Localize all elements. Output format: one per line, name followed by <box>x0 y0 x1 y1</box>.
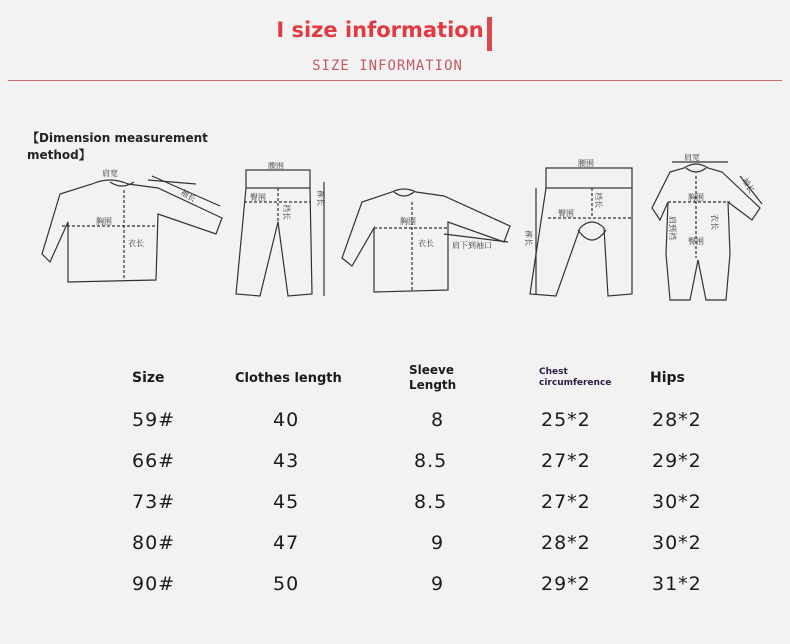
measurement-method-label: 【Dimension measurement method】 <box>27 131 208 162</box>
diagram-label: 衣长 <box>128 239 144 248</box>
long-sleeve-top-diagram <box>40 162 230 292</box>
diagram-label: 胸围 <box>688 193 704 202</box>
hips-cell: 31*2 <box>652 572 702 595</box>
diagram-label: 裆长 <box>282 204 291 220</box>
diagram-label: 肩宽 <box>684 154 700 162</box>
header-sleeve-length <box>409 356 539 400</box>
hips-cell: 29*2 <box>652 450 702 473</box>
page-title: I size information <box>276 18 484 42</box>
diagram-label: 裤长 <box>524 230 533 246</box>
raglan-top-diagram <box>340 182 520 302</box>
diagram-label: 肩到裆 <box>668 216 677 240</box>
diagram-label: 腰围 <box>268 162 284 170</box>
page-subtitle: SIZE INFORMATION <box>312 58 463 74</box>
pants-diagram <box>232 162 332 302</box>
clothes-length-cell: 43 <box>273 450 300 473</box>
table-row <box>122 441 752 482</box>
diagram-label: 胸围 <box>96 217 112 226</box>
size-cell: 66# <box>132 450 176 473</box>
header-sleeve-length-text: Sleeve Length <box>409 363 457 392</box>
header-hips: Hips <box>650 370 685 386</box>
chest-cell: 25*2 <box>541 409 591 432</box>
sleeve-length-cell: 9 <box>431 572 445 595</box>
diagram-label: 裤长 <box>316 190 325 206</box>
diagram-label: 袖长 <box>179 187 198 204</box>
chest-cell: 28*2 <box>541 531 591 554</box>
header-chest-circumference <box>539 356 650 400</box>
size-cell: 90# <box>132 572 176 595</box>
diagram-label: 臀围 <box>558 209 574 218</box>
header-size: Size <box>132 370 165 386</box>
chest-cell: 29*2 <box>541 572 591 595</box>
diagram-label: 裆长 <box>594 192 603 208</box>
table-header-row <box>122 356 752 400</box>
hips-cell: 30*2 <box>652 531 702 554</box>
diagram-label: 臀围 <box>250 193 266 202</box>
chest-cell: 27*2 <box>541 450 591 473</box>
diagram-label: 肩下到袖口 <box>452 241 492 250</box>
size-table <box>122 356 752 604</box>
size-cell: 73# <box>132 490 176 513</box>
clothes-length-cell: 40 <box>273 409 300 432</box>
hips-cell: 28*2 <box>652 409 702 432</box>
clothes-length-cell: 47 <box>273 531 300 554</box>
size-cell: 59# <box>132 409 176 432</box>
sleeve-length-cell: 8.5 <box>414 450 448 473</box>
table-row <box>122 563 752 604</box>
table-row <box>122 482 752 523</box>
clothes-length-cell: 50 <box>273 572 300 595</box>
diagram-label: 衣长 <box>418 239 434 248</box>
hips-cell: 30*2 <box>652 490 702 513</box>
diagram-label: 胸围 <box>400 217 416 226</box>
clothes-length-cell: 45 <box>273 490 300 513</box>
sleeve-length-cell: 9 <box>431 531 445 554</box>
diagram-label: 袖长 <box>740 176 757 195</box>
header-chest-text: Chest circumference <box>539 367 612 388</box>
chest-cell: 27*2 <box>541 490 591 513</box>
header-divider <box>8 80 782 81</box>
header-clothes-length: Clothes length <box>235 370 342 386</box>
size-cell: 80# <box>132 531 176 554</box>
diagram-label: 腰围 <box>578 159 594 168</box>
open-crotch-pants-diagram <box>522 158 642 302</box>
diagram-label: 衣长 <box>710 214 719 230</box>
diagram-label: 臀围 <box>688 237 704 246</box>
diagram-label: 肩宽 <box>102 169 118 178</box>
title-accent-bar <box>487 17 492 51</box>
table-row <box>122 522 752 563</box>
romper-diagram <box>648 154 768 304</box>
sleeve-length-cell: 8.5 <box>414 490 448 513</box>
sleeve-length-cell: 8 <box>431 409 445 432</box>
table-row <box>122 400 752 441</box>
